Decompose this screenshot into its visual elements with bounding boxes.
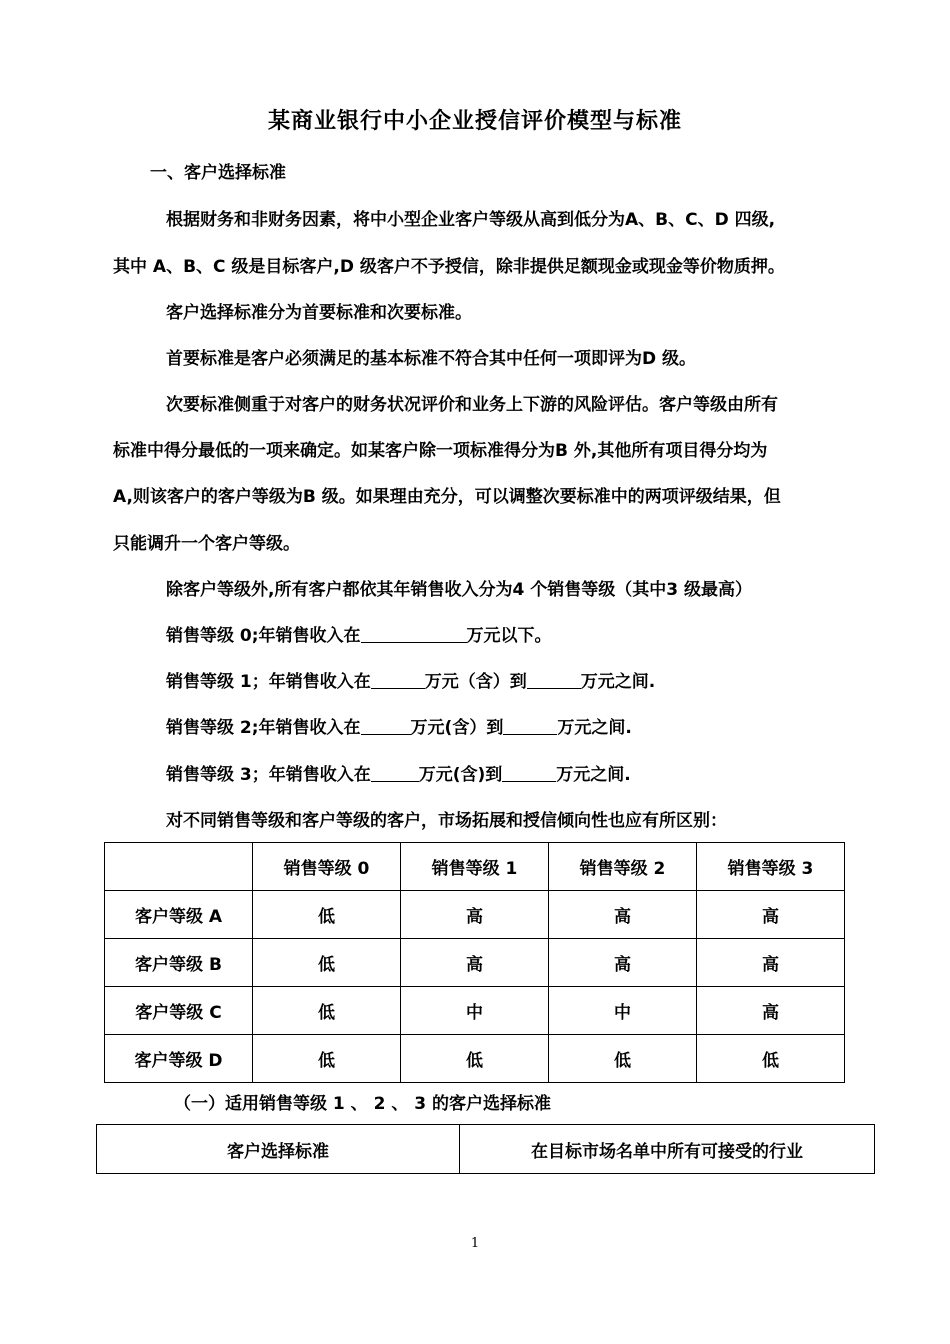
sales-text: 万元(含）到 bbox=[410, 718, 504, 738]
fill-blank[interactable] bbox=[527, 670, 581, 689]
table-row bbox=[97, 1125, 875, 1174]
table-header-row bbox=[105, 843, 845, 891]
customer-criteria-table bbox=[96, 1124, 875, 1174]
table-cell: 高 bbox=[549, 939, 697, 987]
table-cell: 高 bbox=[549, 891, 697, 939]
fill-blank[interactable] bbox=[503, 716, 557, 735]
paragraph-line: 标准中得分最低的一项来确定。如某客户除一项标准得分为B 外,其他所有项目得分均为 bbox=[113, 441, 768, 461]
table-cell: 中 bbox=[401, 987, 549, 1035]
table-row bbox=[105, 939, 845, 987]
sales-text: 销售等级 1；年销售收入在 bbox=[166, 672, 371, 692]
fill-blank[interactable] bbox=[371, 670, 425, 689]
table-cell: 低 bbox=[401, 1035, 549, 1083]
table-cell: 客户等级 B bbox=[105, 939, 253, 987]
table-cell: 低 bbox=[253, 891, 401, 939]
sales-text: 万元之间. bbox=[580, 672, 656, 692]
paragraph-line: 次要标准侧重于对客户的财务状况评价和业务上下游的风险评估。客户等级由所有 bbox=[166, 395, 778, 415]
sales-text: 万元之间. bbox=[557, 718, 632, 738]
grade-matrix-table bbox=[104, 842, 845, 1083]
fill-blank[interactable] bbox=[502, 763, 556, 782]
sales-text: 销售等级 3；年销售收入在 bbox=[166, 765, 371, 785]
sales-text: 万元之间. bbox=[556, 765, 631, 785]
table-cell: 客户选择标准 bbox=[97, 1125, 460, 1174]
fill-blank[interactable] bbox=[371, 763, 419, 782]
paragraph-line: 只能调升一个客户等级。 bbox=[113, 534, 300, 554]
table-cell: 客户等级 D bbox=[105, 1035, 253, 1083]
paragraph-line: 除客户等级外,所有客户都依其年销售收入分为4 个销售等级（其中3 级最高） bbox=[166, 580, 752, 600]
table-cell: 低 bbox=[253, 939, 401, 987]
table-cell: 中 bbox=[549, 987, 697, 1035]
page-number: 1 bbox=[470, 1236, 480, 1251]
table-cell: 高 bbox=[697, 987, 845, 1035]
table-cell: 低 bbox=[253, 1035, 401, 1083]
table-cell: 高 bbox=[697, 891, 845, 939]
table-cell: 低 bbox=[549, 1035, 697, 1083]
sales-text: 销售等级 0;年销售收入在 bbox=[166, 626, 361, 646]
section-heading: 一、客户选择标准 bbox=[150, 163, 286, 183]
table-cell: 低 bbox=[697, 1035, 845, 1083]
table-cell: 高 bbox=[401, 891, 549, 939]
sales-text: 万元以下。 bbox=[466, 626, 552, 646]
table-cell: 低 bbox=[253, 987, 401, 1035]
sales-text: 万元(含)到 bbox=[418, 765, 503, 785]
table-cell: 销售等级 1 bbox=[401, 843, 549, 891]
sales-level-3 bbox=[166, 760, 631, 785]
paragraph-line: 对不同销售等级和客户等级的客户，市场拓展和授信倾向性也应有所区别： bbox=[166, 811, 727, 831]
table-row bbox=[105, 987, 845, 1035]
table-cell: 高 bbox=[401, 939, 549, 987]
table-cell: 销售等级 2 bbox=[549, 843, 697, 891]
table-cell: 客户等级 A bbox=[105, 891, 253, 939]
paragraph-line: A,则该客户的客户等级为B 级。如果理由充分，可以调整次要标准中的两项评级结果，但 bbox=[113, 487, 781, 507]
table-cell: 高 bbox=[697, 939, 845, 987]
sales-text: 万元（含）到 bbox=[424, 672, 527, 692]
fill-blank[interactable] bbox=[361, 716, 411, 735]
paragraph-line: 客户选择标准分为首要标准和次要标准。 bbox=[166, 303, 472, 323]
sales-level-2 bbox=[166, 713, 632, 738]
paragraph-line: 根据财务和非财务因素，将中小型企业客户等级从高到低分为A、B、C、D 四级, bbox=[166, 210, 776, 230]
subsection-heading: （一）适用销售等级 1 、 2 、 3 的客户选择标准 bbox=[174, 1094, 551, 1114]
sales-level-0 bbox=[166, 621, 552, 646]
fill-blank[interactable] bbox=[361, 624, 467, 643]
table-cell bbox=[105, 843, 253, 891]
table-row bbox=[105, 1035, 845, 1083]
table-cell: 销售等级 0 bbox=[253, 843, 401, 891]
sales-level-1 bbox=[166, 667, 655, 692]
table-cell: 在目标市场名单中所有可接受的行业 bbox=[460, 1125, 875, 1174]
table-cell: 客户等级 C bbox=[105, 987, 253, 1035]
table-cell: 销售等级 3 bbox=[697, 843, 845, 891]
paragraph-line: 其中 A、B、C 级是目标客户,D 级客户不予授信，除非提供足额现金或现金等价物质押。 bbox=[113, 257, 785, 277]
sales-text: 销售等级 2;年销售收入在 bbox=[166, 718, 361, 738]
document-title: 某商业银行中小企业授信评价模型与标准 bbox=[267, 109, 682, 134]
paragraph-line: 首要标准是客户必须满足的基本标准不符合其中任何一项即评为D 级。 bbox=[166, 349, 697, 369]
table-row bbox=[105, 891, 845, 939]
